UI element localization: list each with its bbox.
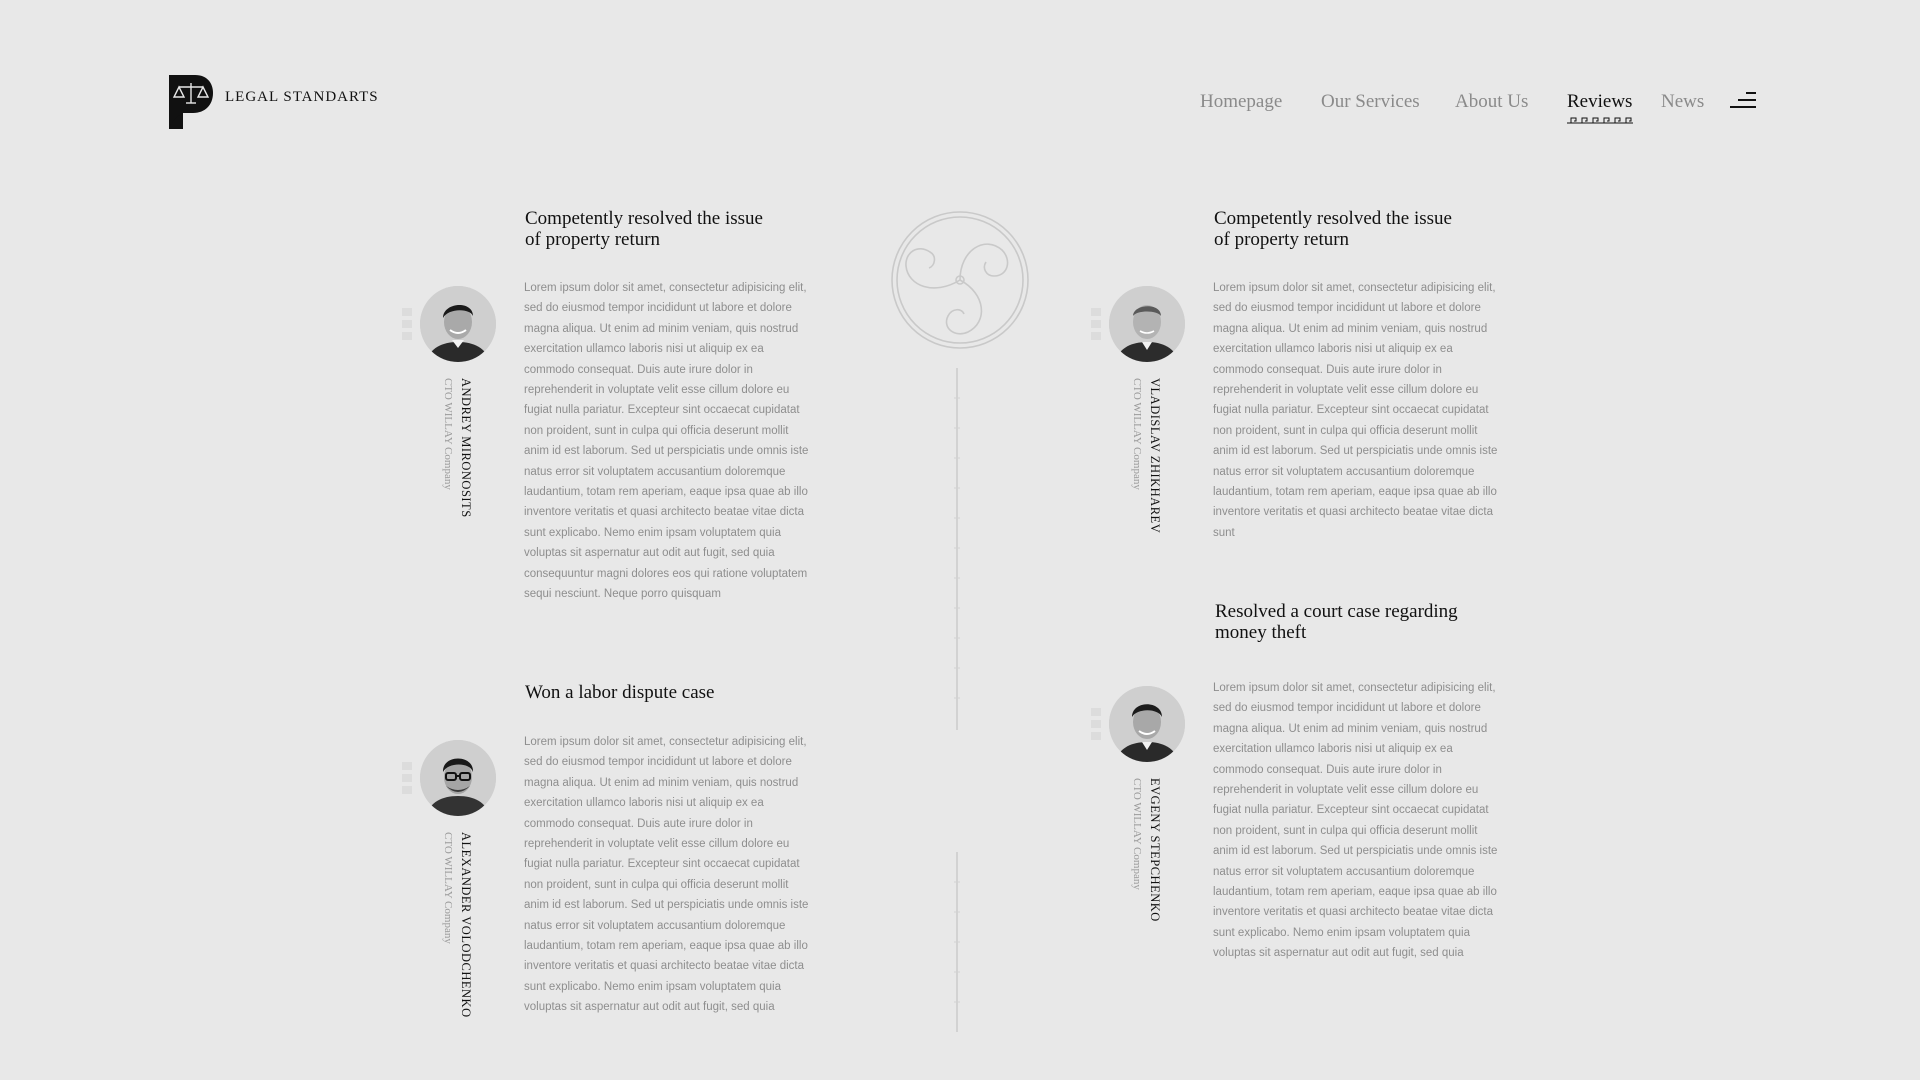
timeline-line-upper [954,368,960,730]
review-text: Lorem ipsum dolor sit amet, consectetur adipisicing elit, sed do eiusmod tempor incididunt ut labore et dolore magna aliqua. Ut enim ad minim veniam, quis nostrud exercitation ullamco laboris nisi ut aliquip ex ea commodo consequat. Duis aute irure dolor in reprehenderit in voluptate velit esse cillum dolore eu fugiat nulla pariatur. Excepteur sint occaecat cupidatat non proident, sunt in culpa qui officia deserunt mollit anim id est laborum. Sed ut perspiciatis unde omnis iste natus error sit voluptatem accusantium doloremque laudantium, totam rem aperiam, eaque ipsa quae ab illo inventore veritatis et quasi architecto beatae vitae dicta sunt explicabo. Nemo enim ipsam voluptatem quia voluptas sit aspernatur aut odit aut fugit, sed quia consequuntur magni dolores eos qui ratione voluptatem sequi nesciunt. Neque porro quisquam [524,282,809,601]
avatar [1109,686,1185,762]
quote-mark-icon [1091,308,1101,340]
reviewer-role: CTO WILLAY Company [442,378,454,490]
review-text: Lorem ipsum dolor sit amet, consectetur adipisicing elit, sed do eiusmod tempor incididunt ut labore et dolore magna aliqua. Ut enim ad minim veniam, quis nostrud exercitation ullamco laboris nisi ut aliquip ex ea commodo consequat. Duis aute irure dolor in reprehenderit in voluptate velit esse cillum dolore eu fugiat nulla pariatur. Excepteur sint occaecat cupidatat non proident, sunt in culpa qui officia deserunt mollit anim id est laborum. Sed ut perspiciatis unde omnis iste natus error sit voluptatem accusantium doloremque laudantium, totam rem aperiam, eaque ipsa quae ab illo inventore veritatis et quasi architecto beatae vitae dicta sunt explicabo. Nemo enim ipsam voluptatem quia voluptas sit aspernatur aut odit aut fugit, sed quia [524,736,809,1014]
reviewer-role: CTO WILLAY Company [1131,778,1143,890]
nav-homepage[interactable]: Homepage [1200,91,1283,112]
greek-key-underline-icon [1567,116,1633,124]
hamburger-menu-icon[interactable] [1730,92,1756,112]
review-text: Lorem ipsum dolor sit amet, consectetur adipisicing elit, sed do eiusmod tempor incididunt ut labore et dolore magna aliqua. Ut enim ad minim veniam, quis nostrud exercitation ullamco laboris nisi ut aliquip ex ea commodo consequat. Duis aute irure dolor in reprehenderit in voluptate velit esse cillum dolore eu fugiat nulla pariatur. Excepteur sint occaecat cupidatat non proident, sunt in culpa qui officia deserunt mollit anim id est laborum. Sed ut perspiciatis unde omnis iste natus error sit voluptatem accusantium doloremque laudantium, totam rem aperiam, eaque ipsa quae ab illo inventore veritatis et quasi architecto beatae vitae dicta sunt [1213,282,1498,539]
brand-name: LEGAL STANDARTS [225,88,379,105]
review-text: Lorem ipsum dolor sit amet, consectetur adipisicing elit, sed do eiusmod tempor incididunt ut labore et dolore magna aliqua. Ut enim ad minim veniam, quis nostrud exercitation ullamco laboris nisi ut aliquip ex ea commodo consequat. Duis aute irure dolor in reprehenderit in voluptate velit esse cillum dolore eu fugiat nulla pariatur. Excepteur sint occaecat cupidatat non proident, sunt in culpa qui officia deserunt mollit anim id est laborum. Sed ut perspiciatis unde omnis iste natus error sit voluptatem accusantium doloremque laudantium, totam rem aperiam, eaque ipsa quae ab illo inventore veritatis et quasi architecto beatae vitae dicta sunt explicabo. Nemo enim ipsam voluptatem quia voluptas sit aspernatur aut odit aut fugit, sed quia [1213,682,1498,960]
reviewer-name: ANDREY MIRONOSITS [459,378,473,518]
avatar [1109,286,1185,362]
nav-about-us[interactable]: About Us [1455,91,1529,112]
review-title: Competently resolved the issue of property return [1214,208,1452,250]
reviewer-role: CTO WILLAY Company [1131,378,1143,490]
quote-mark-icon [1091,708,1101,740]
nav-reviews[interactable] [1567,91,1632,113]
reviewer-name: VLADISLAV ZHIKHAREV [1148,378,1162,534]
nav-our-services[interactable]: Our Services [1321,91,1420,112]
brand-logo[interactable] [165,73,379,131]
timeline-line-lower [954,852,960,1032]
review-title: Competently resolved the issue of property return [525,208,763,250]
avatar [420,740,496,816]
review-title: Resolved a court case regarding money theft [1215,601,1458,643]
reviewer-name: EVGENY STEPCHENKO [1148,778,1162,922]
reviewer-name: ALEXANDER VOLODCHENKO [459,832,473,1018]
nav-reviews-label: Reviews [1567,91,1633,112]
reviewer-role: CTO WILLAY Company [442,832,454,944]
nav-news[interactable]: News [1661,91,1705,112]
quote-mark-icon [402,762,412,794]
review-title: Won a labor dispute case [525,682,715,703]
scales-of-justice-logo [165,73,213,131]
triskelion-ornament-icon [890,210,1030,350]
avatar [420,286,496,362]
quote-mark-icon [402,308,412,340]
